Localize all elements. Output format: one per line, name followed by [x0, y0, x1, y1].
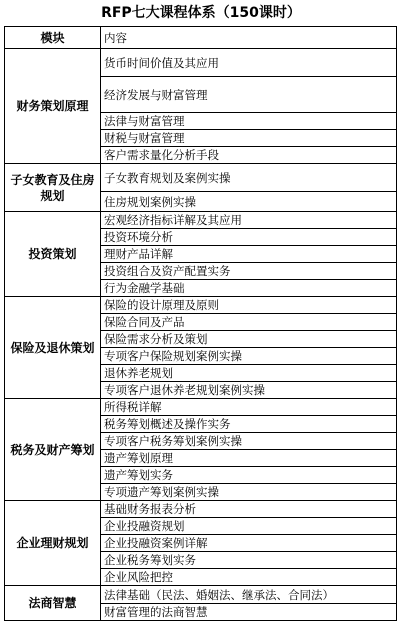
module-name: 保险及退休策划	[5, 297, 101, 399]
table-row	[5, 501, 397, 518]
module-item: 保险合同及产品	[101, 314, 397, 331]
page-title: RFP七大课程体系（150课时）	[101, 5, 301, 21]
header-row	[5, 27, 397, 49]
module-item: 法律基础（民法、婚姻法、继承法、合同法）	[101, 586, 397, 604]
table-row	[5, 399, 397, 416]
module-name: 企业理财规划	[5, 501, 101, 586]
module-item: 退休养老规划	[101, 365, 397, 382]
module-item: 子女教育规划及案例实操	[101, 164, 397, 192]
module-item: 投资环境分析	[101, 229, 397, 246]
module-item: 货币时间价值及其应用	[101, 49, 397, 77]
module-item: 宏观经济指标详解及其应用	[101, 212, 397, 229]
module-item: 遗产筹划实务	[101, 467, 397, 484]
table-row	[5, 164, 397, 192]
module-name: 法商智慧	[5, 586, 101, 621]
table-row	[5, 586, 397, 604]
module-name: 子女教育及住房规划	[5, 164, 101, 212]
header-content: 内容	[101, 27, 397, 49]
module-item: 行为金融学基础	[101, 280, 397, 297]
module-item: 住房规划案例实操	[101, 192, 397, 212]
header-module: 模块	[5, 27, 101, 49]
module-item: 投资组合及资产配置实务	[101, 263, 397, 280]
table-row	[5, 49, 397, 77]
module-item: 法律与财富管理	[101, 113, 397, 130]
module-name: 投资策划	[5, 212, 101, 297]
module-item: 企业风险把控	[101, 569, 397, 586]
module-item: 基础财务报表分析	[101, 501, 397, 518]
module-item: 财税与财富管理	[101, 130, 397, 147]
module-item: 专项客户退休养老规划案例实操	[101, 382, 397, 399]
module-item: 专项客户税务筹划案例实操	[101, 433, 397, 450]
module-item: 企业投融资规划	[101, 518, 397, 535]
module-item: 专项客户保险规划案例实操	[101, 348, 397, 365]
module-item: 企业投融资案例详解	[101, 535, 397, 552]
module-item: 企业税务筹划实务	[101, 552, 397, 569]
module-item: 财富管理的法商智慧	[101, 604, 397, 621]
module-item: 经济发展与财富管理	[101, 77, 397, 113]
course-table	[4, 26, 397, 621]
module-item: 税务筹划概述及操作实务	[101, 416, 397, 433]
module-item: 理财产品详解	[101, 246, 397, 263]
module-item: 所得税详解	[101, 399, 397, 416]
module-item: 保险需求分析及策划	[101, 331, 397, 348]
module-name: 税务及财产筹划	[5, 399, 101, 501]
module-item: 遗产筹划原理	[101, 450, 397, 467]
module-name: 财务策划原理	[5, 49, 101, 164]
module-item: 客户需求量化分析手段	[101, 147, 397, 164]
table-row	[5, 297, 397, 314]
module-item: 保险的设计原理及原则	[101, 297, 397, 314]
module-item: 专项遗产筹划案例实操	[101, 484, 397, 501]
table-row	[5, 212, 397, 229]
